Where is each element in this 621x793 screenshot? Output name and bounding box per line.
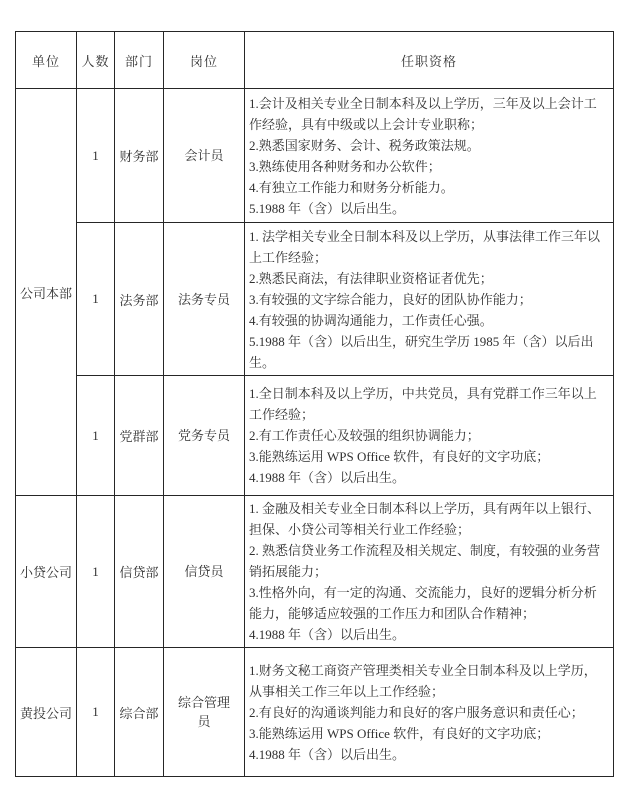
qualification-line: 4.1988 年（含）以后出生。 bbox=[249, 470, 406, 485]
qualification-line: 1. 金融及相关专业全日制本科以上学历，具有两年以上银行、担保、小贷公司等相关行业工作经验； bbox=[249, 501, 601, 537]
count-cell: 1 bbox=[77, 89, 115, 223]
position-cell: 会计员 bbox=[164, 89, 245, 223]
qualifications-cell bbox=[245, 223, 614, 376]
table-row bbox=[16, 223, 614, 376]
table-row bbox=[16, 648, 614, 777]
qualification-line: 3.熟练使用各种财务和办公软件； bbox=[249, 158, 441, 174]
qualification-line: 1. 法学相关专业全日制本科及以上学历，从事法律工作三年以上工作经验； bbox=[249, 228, 601, 265]
qualification-line: 4.有独立工作能力和财务分析能力。 bbox=[249, 179, 454, 195]
column-header-unit: 单位 bbox=[16, 32, 77, 89]
qualification-line: 2.有工作责任心及较强的组织协调能力； bbox=[249, 428, 480, 443]
unit-cell: 黄投公司 bbox=[16, 648, 77, 777]
department-cell: 财务部 bbox=[115, 89, 164, 223]
position-cell: 党务专员 bbox=[164, 376, 245, 496]
qualifications-cell bbox=[245, 648, 614, 777]
column-header-qualifications: 任职资格 bbox=[245, 32, 614, 89]
qualifications-cell bbox=[245, 376, 614, 496]
qualification-line: 1.全日制本科及以上学历，中共党员，具有党群工作三年以上工作经验； bbox=[249, 386, 597, 422]
column-header-department: 部门 bbox=[115, 32, 164, 89]
department-cell: 信贷部 bbox=[115, 496, 164, 648]
qualification-line: 3.性格外向，有一定的沟通、交流能力，良好的逻辑分析分析能力，能够适应较强的工作压力和团队合作精神； bbox=[249, 585, 597, 621]
column-header-count: 人数 bbox=[77, 32, 115, 89]
qualification-line: 2.熟悉民商法，有法律职业资格证者优先； bbox=[249, 270, 493, 286]
qualification-line: 2.熟悉国家财务、会计、税务政策法规。 bbox=[249, 137, 480, 153]
table-row bbox=[16, 376, 614, 496]
qualifications-cell bbox=[245, 496, 614, 648]
count-cell: 1 bbox=[77, 376, 115, 496]
qualification-line: 3.能熟练运用 WPS Office 软件，有良好的文字功底； bbox=[249, 725, 550, 741]
table-row bbox=[16, 496, 614, 648]
position-cell: 综合管理员 bbox=[164, 648, 245, 777]
qualification-line: 2. 熟悉信贷业务工作流程及相关规定、制度，有较强的业务营销拓展能力； bbox=[249, 543, 601, 579]
column-header-position: 岗位 bbox=[164, 32, 245, 89]
unit-cell: 公司本部 bbox=[16, 89, 77, 496]
qualification-line: 1.财务文秘工商资产管理类相关专业全日制本科及以上学历，从事相关工作三年以上工作经验； bbox=[249, 662, 597, 699]
qualifications-cell bbox=[245, 89, 614, 223]
qualification-line: 4.有较强的协调沟通能力，工作责任心强。 bbox=[249, 312, 493, 328]
table-header-row bbox=[16, 32, 614, 89]
qualification-line: 3.有较强的文字综合能力，良好的团队协作能力； bbox=[249, 291, 532, 307]
count-cell: 1 bbox=[77, 223, 115, 376]
department-cell: 党群部 bbox=[115, 376, 164, 496]
department-cell: 综合部 bbox=[115, 648, 164, 777]
recruitment-table bbox=[15, 31, 614, 777]
qualification-line: 4.1988 年（含）以后出生。 bbox=[249, 746, 406, 762]
count-cell: 1 bbox=[77, 648, 115, 777]
position-cell: 信贷员 bbox=[164, 496, 245, 648]
table-row bbox=[16, 89, 614, 223]
qualification-line: 5.1988 年（含）以后出生。 bbox=[249, 200, 406, 216]
unit-cell: 小贷公司 bbox=[16, 496, 77, 648]
count-cell: 1 bbox=[77, 496, 115, 648]
qualification-line: 5.1988 年（含）以后出生，研究生学历 1985 年（含）以后出生。 bbox=[249, 333, 594, 370]
qualification-line: 4.1988 年（含）以后出生。 bbox=[249, 627, 406, 642]
qualification-line: 3.能熟练运用 WPS Office 软件，有良好的文字功底； bbox=[249, 449, 550, 464]
position-cell: 法务专员 bbox=[164, 223, 245, 376]
department-cell: 法务部 bbox=[115, 223, 164, 376]
qualification-line: 1.会计及相关专业全日制本科及以上学历，三年及以上会计工作经验，具有中级或以上会计专业职称； bbox=[249, 95, 597, 132]
qualification-line: 2.有良好的沟通谈判能力和良好的客户服务意识和责任心； bbox=[249, 704, 584, 720]
